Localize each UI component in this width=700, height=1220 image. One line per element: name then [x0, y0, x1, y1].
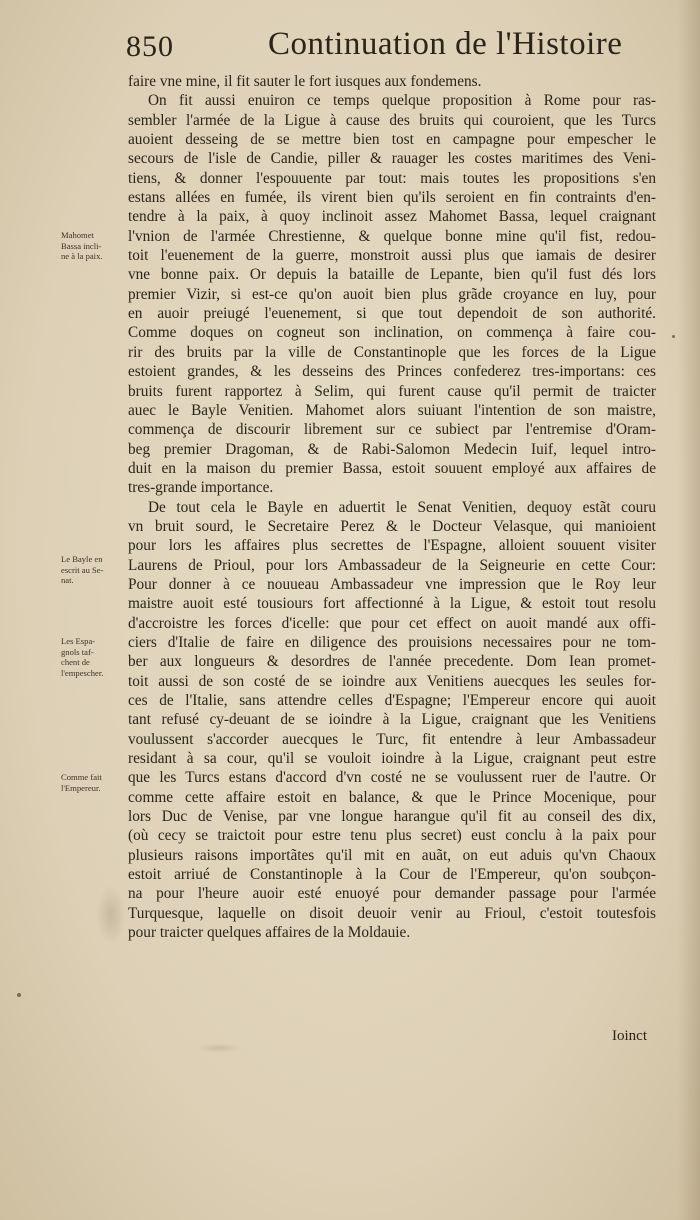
text-line: estoient grandes, & les desseins des Princes confederez tres-importans: ces — [128, 363, 656, 381]
text-line: Comme doques on cogneut son inclination, on commença à faire cou- — [128, 324, 656, 342]
marginal-note-line: Comme fait — [61, 772, 102, 782]
text-line: ber aux longueurs & desordres de l'année precedente. Dom Iean promet- — [128, 653, 656, 671]
text-line: lors Duc de Venise, par vne longue harangue qu'il fit au conseil des dix, — [128, 808, 656, 826]
text-line: toit aussi de son costé de se ioindre aux Venitiens auecques les seules for- — [128, 672, 656, 690]
text-line: estoit arriué de Constantinople à la Cour de l'Empereur, qu'on soubçon- — [128, 866, 656, 884]
marginal-note-line: ne à la paix. — [61, 251, 103, 261]
text-line: residant à sa cour, qu'il se vouloit ioindre à la Ligue, craignant peut estre — [128, 750, 656, 768]
text-line: beg premier Dragoman, & de Rabi-Salomon Medecin Iuif, lequel intro- — [128, 440, 656, 458]
text-line: ces de l'Italie, sans attendre celles d'Espagne; l'Empereur encore qui auoit — [128, 692, 656, 709]
paper-speck — [672, 335, 675, 338]
text-line: secours de l'isle de Candie, piller & rauager les costes maritimes des Veni- — [128, 150, 656, 168]
text-line: tant refusé cy-deuant de se ioindre à la Ligue, craignant que les Venitiens — [128, 711, 656, 729]
text-line: Pour donner à ce nouueau Ambassadeur vne impression que le Roy leur — [128, 575, 656, 593]
marginal-note-line: Le Bayle en — [61, 554, 103, 564]
marginal-note — [61, 230, 125, 262]
text-line: en auoir preiugé l'euenement, si que tout dependoit de son authorité. — [128, 305, 656, 323]
text-line: faire vne mine, il fit sauter le fort iusques aux fondemens. — [128, 73, 482, 90]
paper-speck — [17, 993, 21, 997]
text-line: auoient desseing de se mettre bien tost en campagne pour empescher le — [128, 131, 656, 149]
marginal-note-line: escrit au Se- — [61, 564, 104, 575]
marginal-note-line: l'Empereur. — [61, 782, 101, 793]
text-line: na pour l'heure auoir esté enuoyé pour demander passage pour l'armée — [128, 885, 656, 903]
text-line: tendre à la paix, à quoy inclinoit assez Mahomet Bassa, lequel craignant — [128, 208, 656, 226]
text-line: bruits furent rapportez à Selim, qui furent cause qu'il permit de traicter — [128, 382, 656, 400]
text-line: (où cecy se traictoit pour estre tenu plus secret) eust conclu à la paix pour — [128, 827, 656, 845]
text-line: premier Vizir, si est-ce qu'on auoit bien plus grãde croyance en luy, pour — [128, 285, 656, 303]
marginal-note-line: l'empescher. — [61, 667, 104, 678]
text-line: l'vnion de l'armée Chrestienne, & quelque bonne mine qu'il fist, redou- — [128, 227, 656, 245]
ink-bleed-stain — [96, 885, 126, 945]
text-line: tres-grande importance. — [128, 479, 274, 497]
marginal-note — [61, 554, 125, 586]
text-line: auec le Bayle Venitien. Mahomet alors suiuant l'intention de son maistre, — [128, 401, 656, 419]
text-line: commença de discourir librement sur ce subiect par l'entremise d'Oram- — [128, 421, 656, 439]
text-line: vne bonne paix. Or depuis la bataille de Lepante, bien qu'il fust dés lors — [128, 266, 656, 284]
text-line: rir des bruits par la ville de Constantinople que les forces de la Ligue — [128, 343, 656, 361]
page-number: 850 — [126, 30, 174, 63]
text-line: comme cette affaire estoit en balance, & que le Prince Mocenique, pour — [128, 788, 656, 806]
text-line: On fit aussi enuiron ce temps quelque proposition à Rome pour ras- — [148, 92, 656, 110]
text-line: sembler l'armée de la Ligue à cause des bruits qui couroient, que les Turcs — [128, 111, 656, 129]
text-line: Laurens de Prioul, pour lors Ambassadeur de la Seigneurie en cette Cour: — [128, 556, 656, 574]
text-line: voulussent s'accorder auecques le Turc, fit entendre à leur Ambassadeur — [128, 730, 656, 748]
show-through-stain — [196, 1043, 242, 1053]
text-line: duit en la maison du premier Bassa, estoit souuent employé aux affaires de — [128, 459, 656, 477]
running-head: Continuation de l'Histoire — [268, 26, 623, 62]
body-text — [128, 72, 656, 942]
text-line: maistre auoit esté tousiours fort affectionné à la Ligue, & estoit tout resolu — [128, 595, 656, 613]
text-line: tiens, & donner l'espouuente par tout: mais toutes les propositions s'en — [128, 169, 656, 187]
text-line: ciers d'Italie de faire en diligence des prouisions necessaires pour ne tom- — [128, 633, 656, 651]
text-line: estans allées en fumée, ils virent bien qu'ils seroient en fin contraints d'en- — [128, 189, 656, 207]
marginal-note-line: chent de — [61, 657, 90, 667]
marginal-note-line: nat. — [61, 575, 74, 585]
text-line: vn bruit sourd, le Secretaire Perez & le Docteur Velasque, qui manioient — [128, 517, 656, 535]
text-line: pour lors les affaires plus secrettes de l'Espagne, alloient souuent visiter — [128, 537, 656, 555]
text-line: plusieurs raisons importãtes qu'il mit en auãt, on eut aduis qu'vn Chaoux — [128, 846, 656, 864]
catchword: Ioinct — [612, 1028, 647, 1044]
marginal-note-line: Bassa incli- — [61, 240, 102, 251]
text-line: que les Turcs estans d'accord d'vn costé ne se voulussent ruer de l'autre. Or — [128, 769, 656, 787]
text-line: d'accroistre les forces d'icelle: que pour cet effect on auoit mandé aux offi- — [128, 614, 656, 632]
text-line: Turquesque, laquelle on disoit deuoir venir au Frioul, c'estoit toutesfois — [128, 904, 656, 922]
marginal-note-line: Mahomet — [61, 230, 94, 240]
text-line: De tout cela le Bayle en aduertit le Senat Venitien, dequoy estãt couru — [148, 498, 656, 516]
text-line: toit l'euenement de la guerre, monstroit aussi plus que iamais de desirer — [128, 247, 656, 265]
marginal-note — [61, 636, 125, 678]
marginal-note-line: gnols taf- — [61, 646, 94, 657]
marginal-note-line: Les Espa- — [61, 636, 96, 646]
marginal-note — [61, 772, 125, 793]
page-edge-shadow — [678, 0, 700, 1220]
text-line: pour traicter quelques affaires de la Moldauie. — [128, 924, 411, 942]
